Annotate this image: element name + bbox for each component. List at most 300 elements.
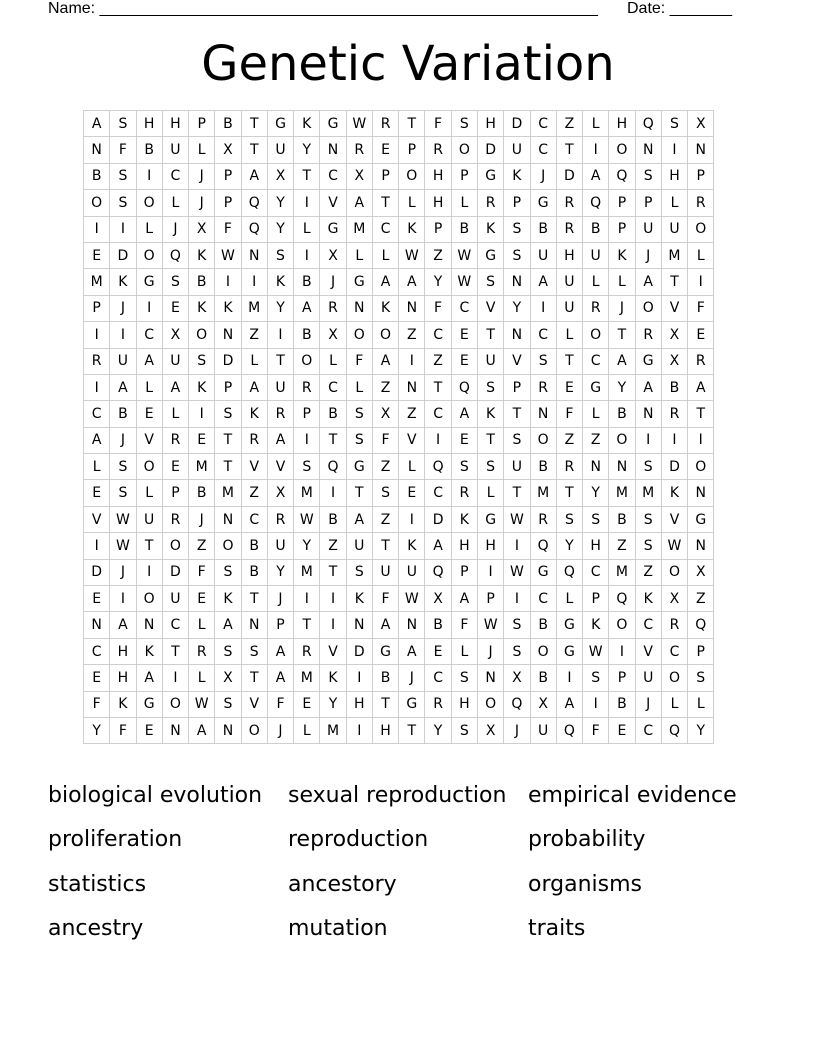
grid-cell[interactable]: G bbox=[635, 348, 661, 374]
grid-cell[interactable]: N bbox=[84, 612, 110, 638]
grid-cell[interactable]: F bbox=[346, 348, 372, 374]
grid-cell[interactable]: I bbox=[661, 427, 687, 453]
grid-cell[interactable]: E bbox=[451, 348, 477, 374]
grid-cell[interactable]: L bbox=[583, 111, 609, 137]
grid-cell[interactable]: L bbox=[399, 454, 425, 480]
grid-cell[interactable]: M bbox=[346, 216, 372, 242]
grid-cell[interactable]: B bbox=[136, 137, 162, 163]
grid-cell[interactable]: Q bbox=[504, 691, 530, 717]
grid-cell[interactable]: X bbox=[346, 163, 372, 189]
grid-cell[interactable]: G bbox=[530, 190, 556, 216]
grid-cell[interactable]: S bbox=[451, 111, 477, 137]
grid-cell[interactable]: T bbox=[320, 427, 346, 453]
grid-cell[interactable]: O bbox=[241, 717, 267, 743]
grid-cell[interactable]: K bbox=[477, 216, 503, 242]
grid-cell[interactable]: J bbox=[110, 295, 136, 321]
grid-cell[interactable]: W bbox=[504, 559, 530, 585]
grid-cell[interactable]: X bbox=[477, 717, 503, 743]
grid-cell[interactable]: L bbox=[241, 348, 267, 374]
grid-cell[interactable]: Y bbox=[84, 717, 110, 743]
grid-cell[interactable]: L bbox=[451, 638, 477, 664]
grid-cell[interactable]: S bbox=[504, 638, 530, 664]
grid-cell[interactable]: A bbox=[136, 348, 162, 374]
grid-cell[interactable]: A bbox=[635, 269, 661, 295]
grid-cell[interactable]: S bbox=[583, 506, 609, 532]
grid-cell[interactable]: E bbox=[136, 401, 162, 427]
grid-cell[interactable]: T bbox=[477, 322, 503, 348]
grid-cell[interactable]: R bbox=[556, 216, 582, 242]
grid-cell[interactable]: P bbox=[688, 163, 714, 189]
grid-cell[interactable]: S bbox=[477, 374, 503, 400]
grid-cell[interactable]: E bbox=[84, 242, 110, 268]
grid-cell[interactable]: F bbox=[215, 216, 241, 242]
grid-cell[interactable]: Z bbox=[399, 322, 425, 348]
grid-cell[interactable]: N bbox=[320, 137, 346, 163]
grid-cell[interactable]: I bbox=[346, 665, 372, 691]
grid-cell[interactable]: H bbox=[425, 190, 451, 216]
grid-cell[interactable]: A bbox=[267, 665, 293, 691]
grid-cell[interactable]: N bbox=[399, 612, 425, 638]
grid-cell[interactable]: S bbox=[189, 348, 215, 374]
grid-cell[interactable]: B bbox=[294, 322, 320, 348]
grid-cell[interactable]: O bbox=[609, 427, 635, 453]
grid-cell[interactable]: K bbox=[189, 242, 215, 268]
grid-cell[interactable]: N bbox=[162, 717, 188, 743]
grid-cell[interactable]: U bbox=[110, 348, 136, 374]
grid-cell[interactable]: G bbox=[556, 612, 582, 638]
grid-cell[interactable]: C bbox=[451, 295, 477, 321]
grid-cell[interactable]: E bbox=[136, 717, 162, 743]
grid-cell[interactable]: K bbox=[399, 216, 425, 242]
grid-cell[interactable]: B bbox=[189, 480, 215, 506]
grid-cell[interactable]: T bbox=[241, 111, 267, 137]
grid-cell[interactable]: U bbox=[556, 269, 582, 295]
grid-cell[interactable]: O bbox=[609, 137, 635, 163]
grid-cell[interactable]: A bbox=[294, 295, 320, 321]
grid-cell[interactable]: N bbox=[504, 322, 530, 348]
grid-cell[interactable]: G bbox=[320, 111, 346, 137]
grid-cell[interactable]: O bbox=[215, 533, 241, 559]
grid-cell[interactable]: I bbox=[504, 586, 530, 612]
grid-cell[interactable]: T bbox=[294, 612, 320, 638]
grid-cell[interactable]: A bbox=[84, 111, 110, 137]
grid-cell[interactable]: P bbox=[189, 111, 215, 137]
grid-cell[interactable]: B bbox=[84, 163, 110, 189]
grid-cell[interactable]: H bbox=[661, 163, 687, 189]
grid-cell[interactable]: N bbox=[346, 295, 372, 321]
grid-cell[interactable]: D bbox=[661, 454, 687, 480]
grid-cell[interactable]: R bbox=[661, 401, 687, 427]
grid-cell[interactable]: N bbox=[688, 533, 714, 559]
grid-cell[interactable]: U bbox=[583, 242, 609, 268]
grid-cell[interactable]: X bbox=[661, 348, 687, 374]
grid-cell[interactable]: F bbox=[425, 295, 451, 321]
grid-cell[interactable]: A bbox=[267, 638, 293, 664]
grid-cell[interactable]: X bbox=[162, 322, 188, 348]
grid-cell[interactable]: N bbox=[635, 401, 661, 427]
grid-cell[interactable]: Q bbox=[530, 533, 556, 559]
grid-cell[interactable]: L bbox=[136, 374, 162, 400]
grid-cell[interactable]: D bbox=[556, 163, 582, 189]
grid-cell[interactable]: B bbox=[451, 216, 477, 242]
grid-cell[interactable]: B bbox=[215, 111, 241, 137]
grid-cell[interactable]: K bbox=[399, 533, 425, 559]
grid-cell[interactable]: O bbox=[346, 322, 372, 348]
grid-cell[interactable]: F bbox=[372, 427, 398, 453]
grid-cell[interactable]: N bbox=[241, 612, 267, 638]
grid-cell[interactable]: L bbox=[583, 401, 609, 427]
grid-cell[interactable]: S bbox=[215, 638, 241, 664]
grid-cell[interactable]: R bbox=[84, 348, 110, 374]
grid-cell[interactable]: E bbox=[162, 454, 188, 480]
grid-cell[interactable]: T bbox=[294, 163, 320, 189]
grid-cell[interactable]: K bbox=[504, 163, 530, 189]
grid-cell[interactable]: L bbox=[477, 480, 503, 506]
grid-cell[interactable]: H bbox=[609, 111, 635, 137]
grid-cell[interactable]: S bbox=[688, 665, 714, 691]
grid-cell[interactable]: B bbox=[530, 454, 556, 480]
grid-cell[interactable]: C bbox=[530, 586, 556, 612]
grid-cell[interactable]: I bbox=[583, 691, 609, 717]
grid-cell[interactable]: B bbox=[530, 612, 556, 638]
grid-cell[interactable]: S bbox=[110, 480, 136, 506]
grid-cell[interactable]: L bbox=[661, 190, 687, 216]
grid-cell[interactable]: G bbox=[399, 691, 425, 717]
grid-cell[interactable]: B bbox=[241, 559, 267, 585]
grid-cell[interactable]: I bbox=[84, 216, 110, 242]
grid-cell[interactable]: R bbox=[162, 506, 188, 532]
grid-cell[interactable]: A bbox=[556, 691, 582, 717]
grid-cell[interactable]: Q bbox=[241, 190, 267, 216]
grid-cell[interactable]: W bbox=[189, 691, 215, 717]
grid-cell[interactable]: T bbox=[241, 137, 267, 163]
grid-cell[interactable]: A bbox=[241, 163, 267, 189]
grid-cell[interactable]: N bbox=[399, 374, 425, 400]
grid-cell[interactable]: S bbox=[530, 348, 556, 374]
grid-cell[interactable]: S bbox=[294, 454, 320, 480]
grid-cell[interactable]: B bbox=[609, 691, 635, 717]
grid-cell[interactable]: F bbox=[372, 586, 398, 612]
grid-cell[interactable]: R bbox=[583, 295, 609, 321]
grid-cell[interactable]: S bbox=[504, 427, 530, 453]
grid-cell[interactable]: X bbox=[215, 665, 241, 691]
grid-cell[interactable]: F bbox=[425, 111, 451, 137]
grid-cell[interactable]: P bbox=[215, 190, 241, 216]
grid-cell[interactable]: Q bbox=[320, 454, 346, 480]
grid-cell[interactable]: L bbox=[346, 242, 372, 268]
grid-cell[interactable]: C bbox=[136, 322, 162, 348]
grid-cell[interactable]: W bbox=[215, 242, 241, 268]
grid-cell[interactable]: H bbox=[477, 533, 503, 559]
grid-cell[interactable]: R bbox=[635, 322, 661, 348]
grid-cell[interactable]: N bbox=[477, 665, 503, 691]
grid-cell[interactable]: Q bbox=[556, 559, 582, 585]
grid-cell[interactable]: S bbox=[477, 269, 503, 295]
grid-cell[interactable]: A bbox=[110, 612, 136, 638]
grid-cell[interactable]: I bbox=[136, 559, 162, 585]
grid-cell[interactable]: N bbox=[84, 137, 110, 163]
grid-cell[interactable]: L bbox=[189, 137, 215, 163]
grid-cell[interactable]: U bbox=[267, 374, 293, 400]
grid-cell[interactable]: D bbox=[215, 348, 241, 374]
grid-cell[interactable]: F bbox=[583, 717, 609, 743]
grid-cell[interactable]: Q bbox=[688, 612, 714, 638]
grid-cell[interactable]: K bbox=[241, 401, 267, 427]
grid-cell[interactable]: A bbox=[189, 717, 215, 743]
grid-cell[interactable]: E bbox=[609, 717, 635, 743]
grid-cell[interactable]: X bbox=[372, 401, 398, 427]
grid-cell[interactable]: U bbox=[162, 348, 188, 374]
grid-cell[interactable]: L bbox=[372, 242, 398, 268]
grid-cell[interactable]: F bbox=[688, 295, 714, 321]
grid-cell[interactable]: M bbox=[241, 295, 267, 321]
grid-cell[interactable]: N bbox=[136, 612, 162, 638]
grid-cell[interactable]: S bbox=[504, 242, 530, 268]
grid-cell[interactable]: I bbox=[661, 137, 687, 163]
grid-cell[interactable]: C bbox=[84, 638, 110, 664]
grid-cell[interactable]: L bbox=[294, 216, 320, 242]
grid-cell[interactable]: J bbox=[504, 717, 530, 743]
grid-cell[interactable]: J bbox=[267, 717, 293, 743]
grid-cell[interactable]: V bbox=[267, 454, 293, 480]
grid-cell[interactable]: N bbox=[346, 612, 372, 638]
grid-cell[interactable]: Y bbox=[556, 533, 582, 559]
grid-cell[interactable]: T bbox=[661, 269, 687, 295]
grid-cell[interactable]: L bbox=[162, 190, 188, 216]
grid-cell[interactable]: S bbox=[110, 190, 136, 216]
grid-cell[interactable]: R bbox=[425, 691, 451, 717]
grid-cell[interactable]: I bbox=[294, 427, 320, 453]
grid-cell[interactable]: O bbox=[399, 163, 425, 189]
grid-cell[interactable]: O bbox=[294, 348, 320, 374]
grid-cell[interactable]: V bbox=[84, 506, 110, 532]
grid-cell[interactable]: M bbox=[320, 717, 346, 743]
grid-cell[interactable]: Q bbox=[609, 163, 635, 189]
grid-cell[interactable]: V bbox=[635, 638, 661, 664]
grid-cell[interactable]: F bbox=[451, 612, 477, 638]
grid-cell[interactable]: I bbox=[688, 269, 714, 295]
grid-cell[interactable]: U bbox=[556, 295, 582, 321]
grid-cell[interactable]: H bbox=[346, 691, 372, 717]
grid-cell[interactable]: G bbox=[346, 269, 372, 295]
grid-cell[interactable]: G bbox=[320, 216, 346, 242]
grid-cell[interactable]: I bbox=[162, 665, 188, 691]
grid-cell[interactable]: R bbox=[294, 374, 320, 400]
grid-cell[interactable]: S bbox=[162, 269, 188, 295]
grid-cell[interactable]: O bbox=[635, 295, 661, 321]
grid-cell[interactable]: X bbox=[320, 322, 346, 348]
grid-cell[interactable]: X bbox=[661, 322, 687, 348]
grid-cell[interactable]: O bbox=[136, 586, 162, 612]
grid-cell[interactable]: X bbox=[215, 137, 241, 163]
grid-cell[interactable]: P bbox=[609, 216, 635, 242]
grid-cell[interactable]: G bbox=[267, 111, 293, 137]
grid-cell[interactable]: U bbox=[136, 506, 162, 532]
grid-cell[interactable]: C bbox=[425, 322, 451, 348]
grid-cell[interactable]: M bbox=[189, 454, 215, 480]
grid-cell[interactable]: P bbox=[267, 612, 293, 638]
grid-cell[interactable]: A bbox=[84, 427, 110, 453]
grid-cell[interactable]: S bbox=[556, 506, 582, 532]
grid-cell[interactable]: O bbox=[688, 454, 714, 480]
grid-cell[interactable]: X bbox=[688, 111, 714, 137]
grid-cell[interactable]: U bbox=[530, 242, 556, 268]
grid-cell[interactable]: R bbox=[451, 480, 477, 506]
grid-cell[interactable]: R bbox=[372, 111, 398, 137]
grid-cell[interactable]: R bbox=[320, 295, 346, 321]
grid-cell[interactable]: U bbox=[162, 586, 188, 612]
grid-cell[interactable]: N bbox=[399, 295, 425, 321]
grid-cell[interactable]: P bbox=[162, 480, 188, 506]
grid-cell[interactable]: C bbox=[583, 559, 609, 585]
grid-cell[interactable]: Q bbox=[609, 586, 635, 612]
grid-cell[interactable]: A bbox=[583, 163, 609, 189]
grid-cell[interactable]: I bbox=[294, 586, 320, 612]
grid-cell[interactable]: C bbox=[241, 506, 267, 532]
grid-cell[interactable]: L bbox=[609, 269, 635, 295]
grid-cell[interactable]: K bbox=[136, 638, 162, 664]
grid-cell[interactable]: A bbox=[451, 401, 477, 427]
grid-cell[interactable]: G bbox=[477, 506, 503, 532]
grid-cell[interactable]: C bbox=[635, 612, 661, 638]
grid-cell[interactable]: S bbox=[635, 163, 661, 189]
grid-cell[interactable]: P bbox=[215, 163, 241, 189]
grid-cell[interactable]: Q bbox=[451, 374, 477, 400]
grid-cell[interactable]: S bbox=[635, 533, 661, 559]
grid-cell[interactable]: L bbox=[451, 190, 477, 216]
grid-cell[interactable]: E bbox=[294, 691, 320, 717]
grid-cell[interactable]: J bbox=[399, 665, 425, 691]
grid-cell[interactable]: L bbox=[136, 480, 162, 506]
grid-cell[interactable]: T bbox=[504, 401, 530, 427]
grid-cell[interactable]: L bbox=[661, 691, 687, 717]
grid-cell[interactable]: T bbox=[241, 665, 267, 691]
grid-cell[interactable]: S bbox=[635, 454, 661, 480]
grid-cell[interactable]: Z bbox=[688, 586, 714, 612]
grid-cell[interactable]: P bbox=[425, 216, 451, 242]
grid-cell[interactable]: I bbox=[241, 269, 267, 295]
grid-cell[interactable]: O bbox=[162, 691, 188, 717]
grid-cell[interactable]: M bbox=[294, 559, 320, 585]
grid-cell[interactable]: N bbox=[583, 454, 609, 480]
grid-cell[interactable]: S bbox=[451, 717, 477, 743]
grid-cell[interactable]: P bbox=[609, 190, 635, 216]
grid-cell[interactable]: W bbox=[110, 506, 136, 532]
grid-cell[interactable]: H bbox=[372, 717, 398, 743]
grid-cell[interactable]: Z bbox=[425, 348, 451, 374]
grid-cell[interactable]: U bbox=[504, 454, 530, 480]
grid-cell[interactable]: K bbox=[451, 506, 477, 532]
grid-cell[interactable]: A bbox=[399, 269, 425, 295]
grid-cell[interactable]: I bbox=[583, 137, 609, 163]
grid-cell[interactable]: C bbox=[661, 638, 687, 664]
grid-cell[interactable]: J bbox=[189, 506, 215, 532]
grid-cell[interactable]: L bbox=[583, 269, 609, 295]
grid-cell[interactable]: Z bbox=[372, 506, 398, 532]
grid-cell[interactable]: Z bbox=[583, 427, 609, 453]
grid-cell[interactable]: R bbox=[556, 454, 582, 480]
grid-cell[interactable]: I bbox=[215, 269, 241, 295]
grid-cell[interactable]: C bbox=[530, 322, 556, 348]
grid-cell[interactable]: T bbox=[399, 717, 425, 743]
grid-cell[interactable]: L bbox=[189, 612, 215, 638]
grid-cell[interactable]: O bbox=[136, 190, 162, 216]
grid-cell[interactable]: X bbox=[661, 586, 687, 612]
grid-cell[interactable]: Y bbox=[267, 559, 293, 585]
grid-cell[interactable]: N bbox=[635, 137, 661, 163]
grid-cell[interactable]: J bbox=[530, 163, 556, 189]
grid-cell[interactable]: A bbox=[399, 638, 425, 664]
grid-cell[interactable]: B bbox=[320, 401, 346, 427]
grid-cell[interactable]: C bbox=[162, 163, 188, 189]
grid-cell[interactable]: T bbox=[556, 137, 582, 163]
grid-cell[interactable]: A bbox=[530, 269, 556, 295]
grid-cell[interactable]: B bbox=[110, 401, 136, 427]
grid-cell[interactable]: I bbox=[110, 216, 136, 242]
grid-cell[interactable]: P bbox=[688, 638, 714, 664]
grid-cell[interactable]: U bbox=[267, 533, 293, 559]
grid-cell[interactable]: T bbox=[136, 533, 162, 559]
grid-cell[interactable]: G bbox=[136, 269, 162, 295]
grid-cell[interactable]: Y bbox=[688, 717, 714, 743]
grid-cell[interactable]: Q bbox=[635, 111, 661, 137]
grid-cell[interactable]: W bbox=[504, 506, 530, 532]
grid-cell[interactable]: E bbox=[451, 427, 477, 453]
grid-cell[interactable]: J bbox=[110, 559, 136, 585]
grid-cell[interactable]: F bbox=[84, 691, 110, 717]
grid-cell[interactable]: S bbox=[635, 506, 661, 532]
grid-cell[interactable]: R bbox=[189, 638, 215, 664]
grid-cell[interactable]: E bbox=[189, 427, 215, 453]
grid-cell[interactable]: C bbox=[84, 401, 110, 427]
grid-cell[interactable]: X bbox=[267, 480, 293, 506]
grid-cell[interactable]: Y bbox=[583, 480, 609, 506]
grid-cell[interactable]: J bbox=[609, 295, 635, 321]
grid-cell[interactable]: O bbox=[84, 190, 110, 216]
grid-cell[interactable]: I bbox=[635, 427, 661, 453]
grid-cell[interactable]: F bbox=[110, 137, 136, 163]
grid-cell[interactable]: Y bbox=[320, 691, 346, 717]
grid-cell[interactable]: O bbox=[136, 454, 162, 480]
grid-cell[interactable]: P bbox=[84, 295, 110, 321]
grid-cell[interactable]: N bbox=[504, 269, 530, 295]
grid-cell[interactable]: T bbox=[399, 111, 425, 137]
grid-cell[interactable]: K bbox=[189, 374, 215, 400]
grid-cell[interactable]: I bbox=[556, 665, 582, 691]
grid-cell[interactable]: I bbox=[84, 533, 110, 559]
grid-cell[interactable]: B bbox=[320, 506, 346, 532]
grid-cell[interactable]: A bbox=[372, 612, 398, 638]
grid-cell[interactable]: A bbox=[451, 586, 477, 612]
grid-cell[interactable]: Y bbox=[267, 190, 293, 216]
grid-cell[interactable]: Q bbox=[241, 216, 267, 242]
grid-cell[interactable]: S bbox=[583, 665, 609, 691]
grid-cell[interactable]: D bbox=[346, 638, 372, 664]
grid-cell[interactable]: S bbox=[504, 216, 530, 242]
grid-cell[interactable]: B bbox=[530, 665, 556, 691]
grid-cell[interactable]: T bbox=[267, 348, 293, 374]
grid-cell[interactable]: E bbox=[84, 480, 110, 506]
grid-cell[interactable]: O bbox=[530, 638, 556, 664]
grid-cell[interactable]: G bbox=[477, 242, 503, 268]
grid-cell[interactable]: N bbox=[241, 242, 267, 268]
grid-cell[interactable]: C bbox=[425, 401, 451, 427]
grid-cell[interactable]: V bbox=[399, 427, 425, 453]
grid-cell[interactable]: J bbox=[477, 638, 503, 664]
grid-cell[interactable]: R bbox=[346, 137, 372, 163]
grid-cell[interactable]: Z bbox=[372, 374, 398, 400]
grid-cell[interactable]: Y bbox=[267, 216, 293, 242]
